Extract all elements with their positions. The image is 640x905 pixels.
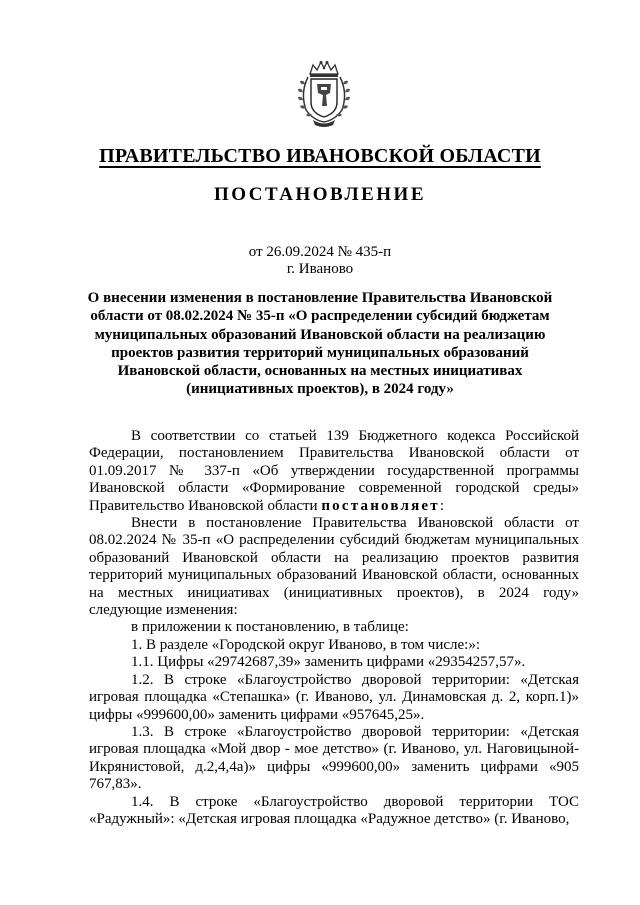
- intro-paragraph: В соответствии со статьей 139 Бюджетного кодекса Российской Федерации, постановлением Правительства Ивановской области от 01.09.2017 № 337-п «Об утверждении государственной программы Ивановской области «Формирование современной городской среды» Правительство Ивановской области постановляет:: [89, 428, 579, 514]
- document-date-number: от 26.09.2024 № 435-п: [248, 244, 392, 260]
- item-1-3: 1.3. В строке «Благоустройство дворовой территории: «Детская игровая площадка «Мой двор - мое детство» (г. Иваново, ул. Наговицыной-Икрянистовой, д.2,4,4а)» цифры «999600,00» заменить цифрами «905 767,83».: [89, 723, 579, 793]
- appendix-paragraph: в приложении к постановлению, в таблице:: [131, 619, 409, 636]
- document-body: [89, 428, 579, 828]
- item-1: 1. В разделе «Городской округ Иваново, в том числе:»:: [131, 636, 480, 653]
- coat-of-arms-icon: [297, 60, 351, 128]
- item-1-2: 1.2. В строке «Благоустройство дворовой территории: «Детская игровая площадка «Степашка» (г. Иваново, ул. Динамовская д. 2, корп.1)» цифры «999600,00» заменить цифрами «957645,25».: [89, 671, 579, 723]
- resolve-paragraph: Внести в постановление Правительства Ивановской области от 08.02.2024 № 35-п «О распределении субсидий бюджетам муниципальных образований Ивановской области на реализацию проектов развития территорий муниципальных образований Ивановской области, основанных на местных инициативах (инициативных проектов), в 2024 году» следующие изменения:: [89, 515, 579, 619]
- document-subject: О внесении изменения в постановление Правительства Ивановской области от 08.02.2024 № 35-п «О распределении субсидий бюджетам муниципальных образований Ивановской области на реализацию проектов развития территорий муниципальных образований Ивановской области, основанных на местных инициативах (инициативных проектов), в 2024 году»: [87, 290, 553, 398]
- government-title: ПРАВИТЕЛЬСТВО ИВАНОВСКОЙ ОБЛАСТИ: [99, 145, 541, 167]
- item-1-1: 1.1. Цифры «29742687,39» заменить цифрами «29354257,57».: [131, 654, 526, 671]
- decree-word: постановляет: [321, 497, 440, 514]
- document-city: г. Иваново: [286, 261, 354, 277]
- document-type-heading: ПОСТАНОВЛЕНИЕ: [213, 184, 427, 205]
- item-1-4: 1.4. В строке «Благоустройство дворовой территории ТОС «Радужный»: «Детская игровая площадка «Радужное детство» (г. Иваново,: [89, 793, 579, 827]
